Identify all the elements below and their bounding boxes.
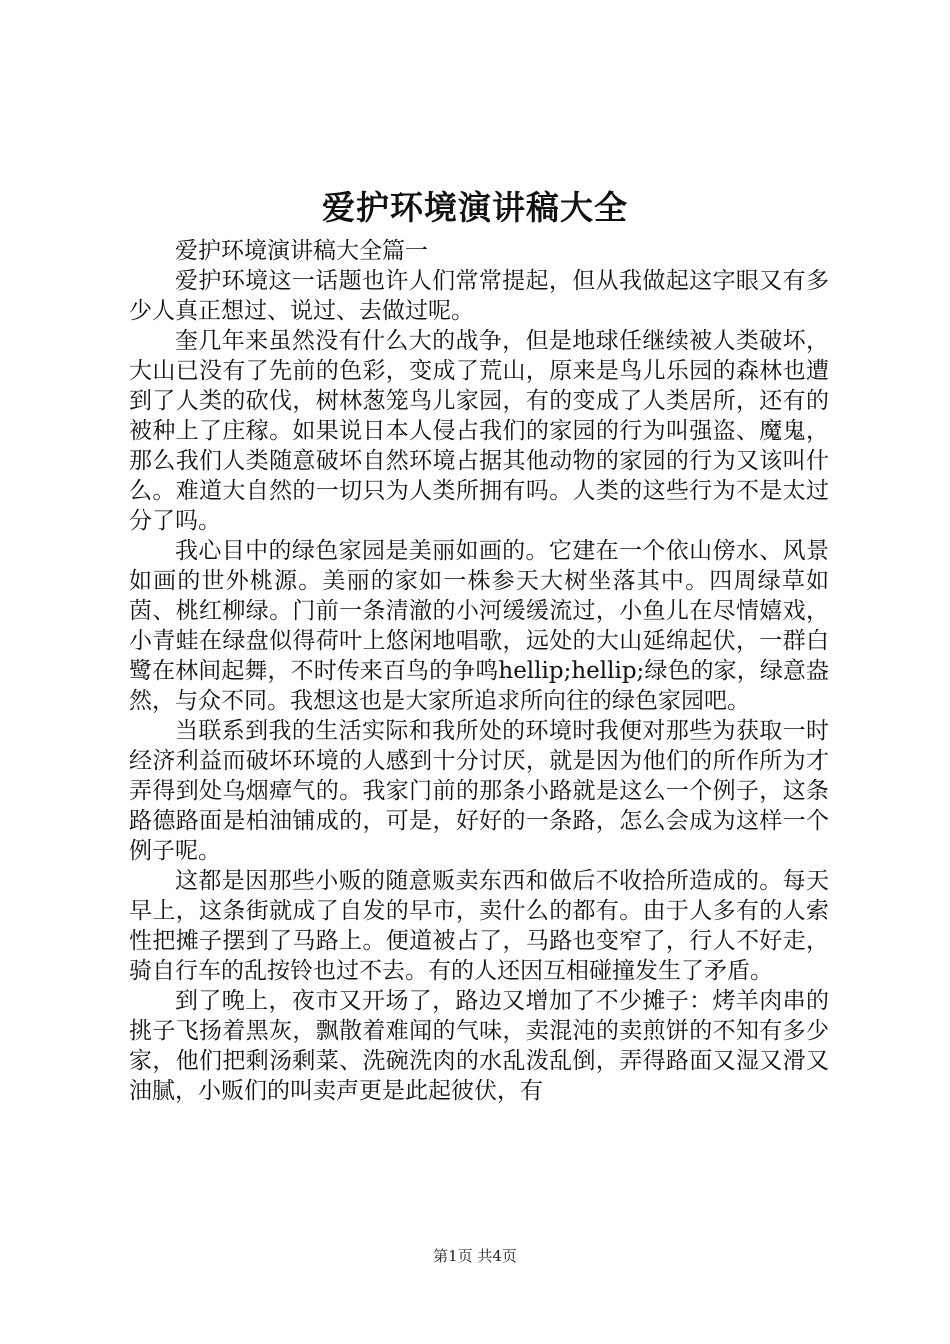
paragraph: 当联系到我的生活实际和我所处的环境时我便对那些为获取一时经济利益而破坏环境的人感到十分讨厌，就是因为他们的所作所为才弄得到处乌烟瘴气的。我家门前的那条小路就是这么一个例子，这条路德路面是柏油铺成的，可是，好好的一条路，怎么会成为这样一个例子呢。 <box>129 718 829 864</box>
paragraph: 我心目中的绿色家园是美丽如画的。它建在一个依山傍水、风景如画的世外桃源。美丽的家如一株参天大树坐落其中。四周绿草如茵、桃红柳绿。门前一条清澈的小河缓缓流过，小鱼儿在尽情嬉戏，小青蛙在绿盘似得荷叶上悠闲地唱歌，远处的大山延绵起伏，一群白鹭在林间起舞，不时传来百鸟的争鸣hellip;hellip;绿色的家，绿意盎然，与众不同。我想这也是大家所追求所向往的绿色家园吧。 <box>129 538 829 714</box>
page-title: 爱护环境演讲稿大全 <box>322 188 628 227</box>
paragraph: 奎几年来虽然没有什么大的战争，但是地球任继续被人类破坏，大山已没有了先前的色彩，变成了荒山，原来是鸟儿乐园的森林也遭到了人类的砍伐，树林葱笼鸟儿家园，有的变成了人类居所，还有的被种上了庄稼。如果说日本人侵占我们的家园的行为叫强盗、魔鬼，那么我们人类随意破坏自然环境占据其他动物的家园的行为又该叫什么。难道大自然的一切只为人类所拥有吗。人类的这些行为不是太过分了吗。 <box>129 328 829 534</box>
paragraph: 爱护环境这一话题也许人们常常提起，但从我做起这字眼又有多少人真正想过、说过、去做过呢。 <box>129 268 829 324</box>
paragraph: 到了晚上，夜市又开场了，路边又增加了不少摊子：烤羊肉串的挑子飞扬着黑灰，飘散着难闻的气味，卖混沌的卖煎饼的不知有多少家，他们把剩汤剩菜、洗碗洗肉的水乱泼乱倒，弄得路面又湿又滑又油腻，小贩们的叫卖声更是此起彼伏，有 <box>129 988 829 1104</box>
section-heading: 爱护环境演讲稿大全篇一 <box>175 238 428 264</box>
page-footer: 第1页 共4页 <box>433 1247 517 1265</box>
document-body <box>129 236 829 1106</box>
paragraph: 这都是因那些小贩的随意贩卖东西和做后不收拾所造成的。每天早上，这条街就成了自发的早市，卖什么的都有。由于人多有的人索性把摊子摆到了马路上。便道被占了，马路也变窄了，行人不好走，骑自行车的乱按铃也过不去。有的人还因互相碰撞发生了矛盾。 <box>129 868 829 984</box>
